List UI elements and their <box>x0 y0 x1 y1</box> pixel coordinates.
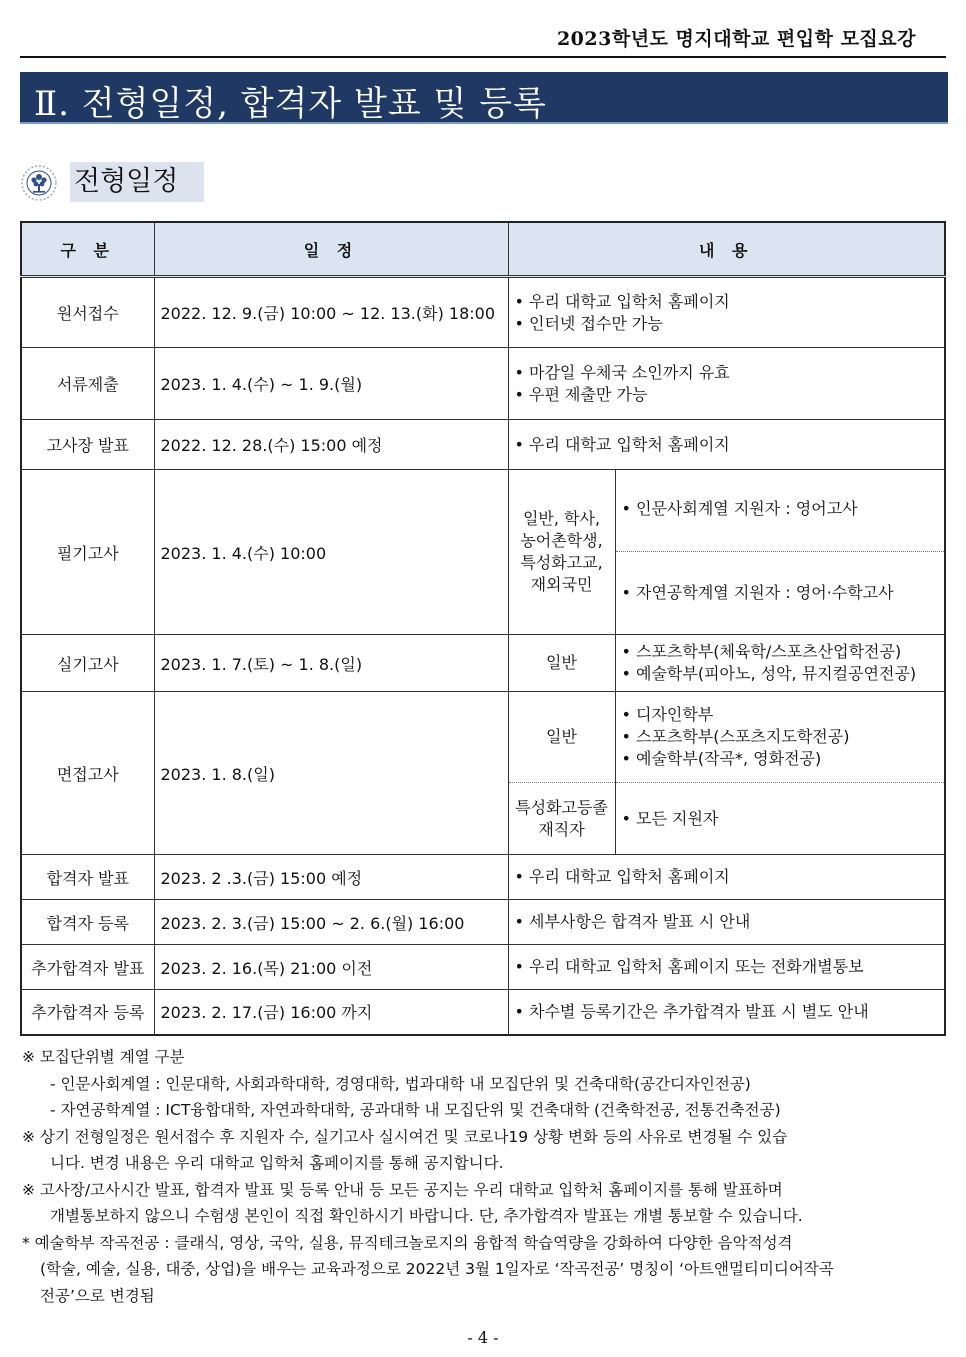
notes-section <box>22 1044 942 1309</box>
row-content: • 우리 대학교 입학처 홈페이지 또는 전화개별통보 <box>508 945 945 990</box>
row-category: 추가합격자 등록 <box>21 990 154 1035</box>
row-content: • 세부사항은 합격자 발표 시 안내 <box>508 900 945 945</box>
document-title: 2023학년도 명지대학교 편입학 모집요강 <box>556 28 916 50</box>
row-category: 면접고사 <box>21 692 154 855</box>
row-date: 2023. 1. 4.(수) ~ 1. 9.(월) <box>154 348 508 420</box>
row-category: 필기고사 <box>21 470 154 635</box>
content-line: • 우리 대학교 입학처 홈페이지 <box>514 291 730 311</box>
table-row <box>21 692 945 783</box>
row-content <box>615 692 945 783</box>
content-line: • 마감일 우체국 소인까지 유효 <box>514 362 730 382</box>
row-category: 합격자 등록 <box>21 900 154 945</box>
document-header <box>20 22 946 58</box>
note-line: (학술, 예술, 실용, 대중, 상업)을 배우는 교육과정으로 2022년 3월 1일자로 ‘작곡전공’ 명칭이 ‘아트앤멀티미디어작곡 <box>40 1260 834 1278</box>
schedule-table <box>20 221 946 1036</box>
subgroup-line: 농어촌학생, <box>520 531 603 550</box>
row-subgroup <box>508 470 615 635</box>
table-row <box>21 635 945 692</box>
row-category: 원서접수 <box>21 277 154 348</box>
header-category: 구 분 <box>21 222 154 277</box>
row-date: 2022. 12. 28.(수) 15:00 예정 <box>154 420 508 470</box>
note-line: * 예술학부 작곡전공 : 클래식, 영상, 국악, 실용, 뮤직테크놀로지의 융합적 학습역량을 강화하여 다양한 음악적성격 <box>22 1233 793 1252</box>
table-row <box>21 855 945 900</box>
note-line: 니다. 변경 내용은 우리 대학교 입학처 홈페이지를 통해 공지합니다. <box>50 1154 504 1172</box>
row-content: • 모든 지원자 <box>615 783 945 855</box>
row-date: 2023. 2. 17.(금) 16:00 까지 <box>154 990 508 1035</box>
row-category: 실기고사 <box>21 635 154 692</box>
subgroup-line: 재직자 <box>538 819 585 839</box>
subgroup-line: 특성화고교, <box>520 553 603 572</box>
row-content: • 우리 대학교 입학처 홈페이지 <box>508 855 945 900</box>
row-date: 2023. 1. 4.(수) 10:00 <box>154 470 508 635</box>
row-date: 2023. 2. 16.(목) 21:00 이전 <box>154 945 508 990</box>
content-line: • 스포츠학부(스포츠지도학전공) <box>621 727 850 746</box>
section-title-band <box>20 72 948 124</box>
note-line: 전공’으로 변경됨 <box>40 1286 155 1305</box>
table-row <box>21 900 945 945</box>
section-title: Ⅱ. 전형일정, 합격자 발표 및 등록 <box>34 84 547 124</box>
row-subgroup: 일반 <box>508 635 615 692</box>
subsection-title: 전형일정 <box>70 162 204 202</box>
row-category: 추가합격자 발표 <box>21 945 154 990</box>
table-row <box>21 945 945 990</box>
note-line: ※ 상기 전형일정은 원서접수 후 지원자 수, 실기고사 실시여건 및 코로나19 상황 변화 등의 사유로 변경될 수 있습 <box>22 1127 788 1146</box>
university-emblem-icon <box>20 164 58 202</box>
table-row <box>21 470 945 552</box>
content-line: • 디자인학부 <box>621 705 714 724</box>
content-line: • 인터넷 접수만 가능 <box>514 313 663 333</box>
content-line: • 스포츠학부(체육학/스포츠산업학전공) <box>621 642 902 661</box>
header-schedule: 일 정 <box>154 222 508 277</box>
note-line: - 인문사회계열 : 인문대학, 사회과학대학, 경영대학, 법과대학 내 모집단위 및 건축대학(공간디자인전공) <box>50 1074 751 1093</box>
content-line: • 예술학부(피아노, 성악, 뮤지컬공연전공) <box>621 664 917 683</box>
content-line: • 우편 제출만 가능 <box>514 384 648 404</box>
row-category: 고사장 발표 <box>21 420 154 470</box>
row-content <box>615 635 945 692</box>
table-row <box>21 277 945 348</box>
row-content: • 차수별 등록기간은 추가합격자 발표 시 별도 안내 <box>508 990 945 1035</box>
subgroup-line: 특성화고등졸 <box>515 797 608 817</box>
row-content <box>508 277 945 348</box>
row-content: • 우리 대학교 입학처 홈페이지 <box>508 420 945 470</box>
row-date: 2023. 1. 7.(토) ~ 1. 8.(일) <box>154 635 508 692</box>
note-line: ※ 모집단위별 계열 구분 <box>22 1048 185 1066</box>
row-content: • 인문사회계열 지원자 : 영어고사 <box>615 470 945 552</box>
row-date: 2023. 1. 8.(일) <box>154 692 508 855</box>
subgroup-line: 일반, 학사, <box>522 509 601 528</box>
row-content <box>508 348 945 420</box>
row-category: 합격자 발표 <box>21 855 154 900</box>
page-number: - 4 - <box>467 1328 499 1347</box>
content-line: • 예술학부(작곡*, 영화전공) <box>621 749 822 768</box>
subgroup-line: 재외국민 <box>530 575 593 594</box>
table-row <box>21 990 945 1035</box>
row-date: 2023. 2. 3.(금) 15:00 ~ 2. 6.(월) 16:00 <box>154 900 508 945</box>
note-line: ※ 고사장/고사시간 발표, 합격자 발표 및 등록 안내 등 모든 공지는 우리 대학교 입학처 홈페이지를 통해 발표하며 <box>22 1180 783 1199</box>
table-row <box>21 420 945 470</box>
table-row <box>21 348 945 420</box>
row-category: 서류제출 <box>21 348 154 420</box>
row-content: • 자연공학계열 지원자 : 영어·수학고사 <box>615 552 945 635</box>
row-subgroup <box>508 783 615 855</box>
note-line: - 자연공학계열 : ICT융합대학, 자연과학대학, 공과대학 내 모집단위 및 건축대학 (건축학전공, 전통건축전공) <box>50 1101 781 1119</box>
table-header-row <box>21 222 945 277</box>
note-line: 개별통보하지 않으니 수험생 본인이 직접 확인하시기 바랍니다. 단, 추가합격자 발표는 개별 통보할 수 있습니다. <box>50 1207 803 1225</box>
row-date: 2022. 12. 9.(금) 10:00 ~ 12. 13.(화) 18:00 <box>154 277 508 348</box>
row-date: 2023. 2 .3.(금) 15:00 예정 <box>154 855 508 900</box>
row-subgroup: 일반 <box>508 692 615 783</box>
header-content: 내 용 <box>508 222 945 277</box>
